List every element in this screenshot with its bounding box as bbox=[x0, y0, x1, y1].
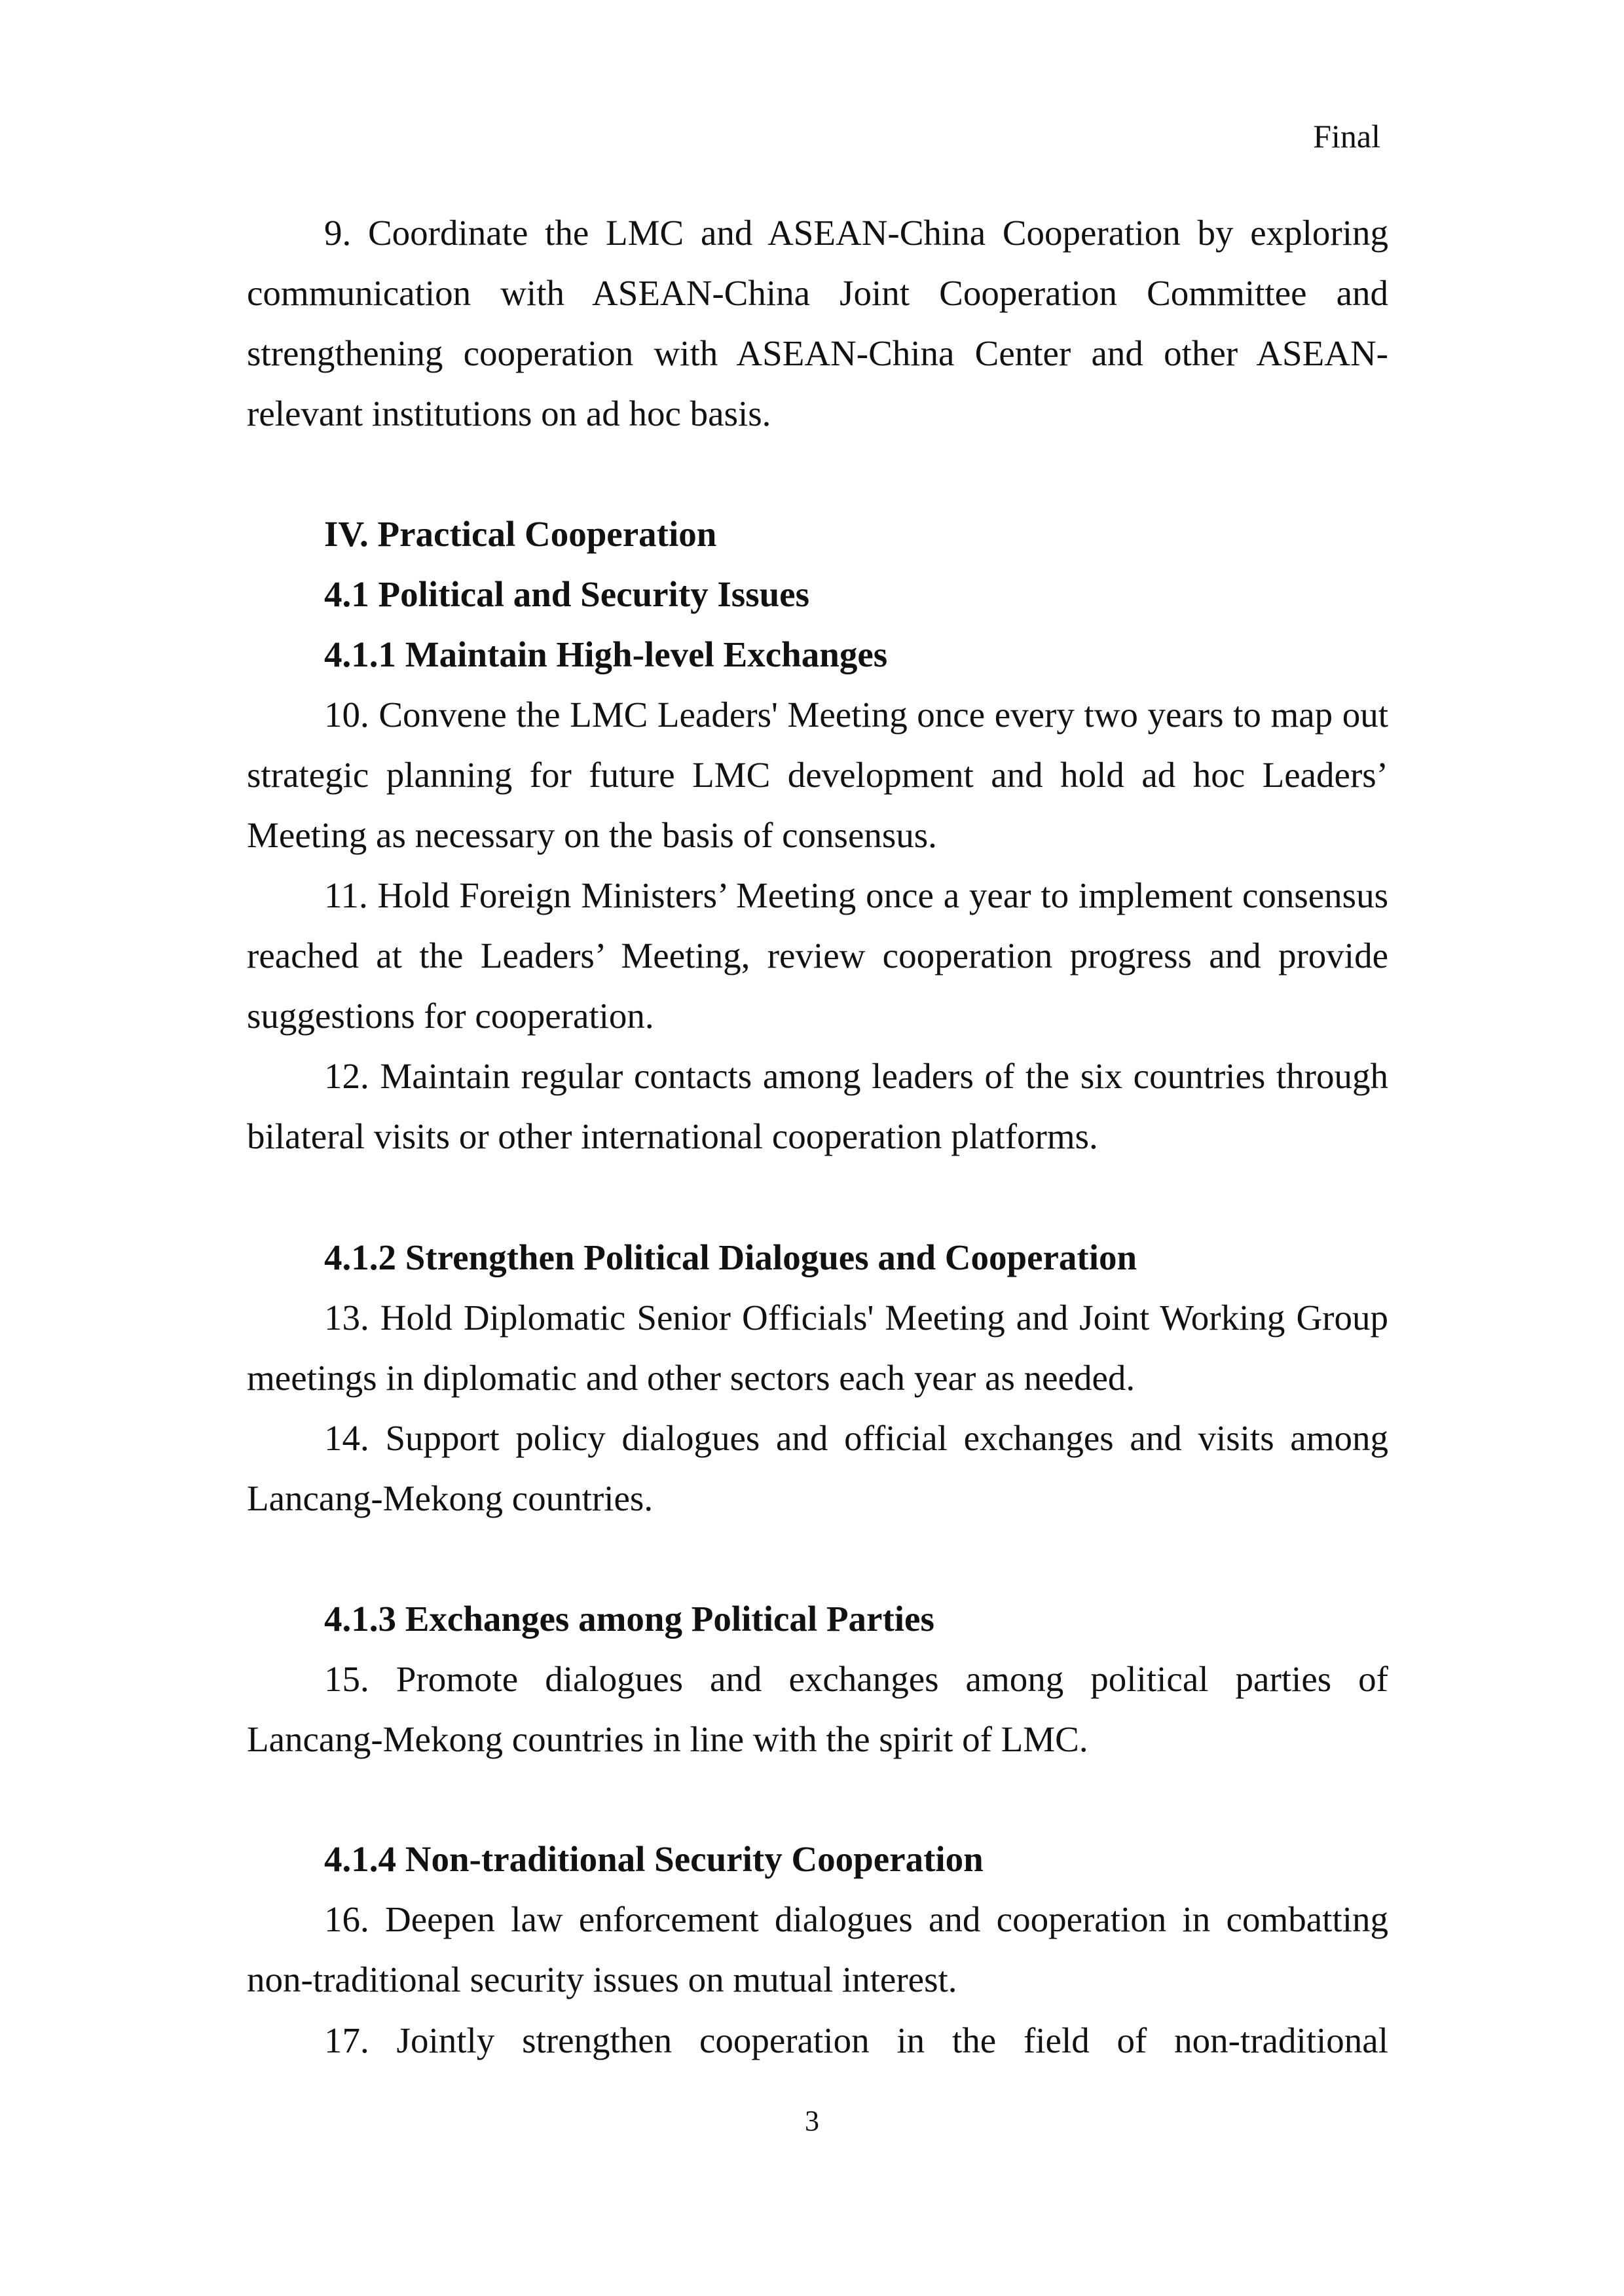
subsection-heading-4-1: 4.1 Political and Security Issues bbox=[324, 574, 809, 614]
draft-status-label: Final bbox=[1313, 118, 1380, 155]
paragraph-17: 17. Jointly strengthen cooperation in the field of non-traditional bbox=[324, 2020, 1388, 2060]
paragraph-14: 14. Support policy dialogues and official exchanges and visits among Lancang-Mekong countries. bbox=[247, 1418, 1388, 1518]
paragraph-11: 11. Hold Foreign Ministers’ Meeting once a year to implement consensus reached at the Leaders’ Meeting, review cooperation progress and provide suggestions for cooperation. bbox=[247, 875, 1388, 1036]
paragraph-15: 15. Promote dialogues and exchanges among political parties of Lancang-Mekong countries in line with the spirit of LMC. bbox=[247, 1659, 1388, 1759]
subsection-heading-4-1-1: 4.1.1 Maintain High-level Exchanges bbox=[324, 634, 888, 674]
subsection-heading-4-1-2: 4.1.2 Strengthen Political Dialogues and Cooperation bbox=[324, 1237, 1137, 1277]
paragraph-13: 13. Hold Diplomatic Senior Officials' Meeting and Joint Working Group meetings in diplomatic and other sectors each year as needed. bbox=[247, 1298, 1388, 1398]
section-heading-iv: IV. Practical Cooperation bbox=[324, 514, 717, 554]
page-number: 3 bbox=[805, 2105, 819, 2137]
paragraph-10: 10. Convene the LMC Leaders' Meeting once every two years to map out strategic planning for future LMC development and hold ad hoc Leaders’ Meeting as necessary on the basis of consensus. bbox=[247, 695, 1388, 855]
subsection-heading-4-1-4: 4.1.4 Non-traditional Security Cooperation bbox=[324, 1839, 984, 1879]
paragraph-12: 12. Maintain regular contacts among leaders of the six countries through bilateral visits or other international cooperation platforms. bbox=[247, 1056, 1388, 1156]
paragraph-9: 9. Coordinate the LMC and ASEAN-China Cooperation by exploring communication with ASEAN-China Joint Cooperation Committee and strengthening cooperation with ASEAN-China Center and other ASEAN-relevant institutions on ad hoc basis. bbox=[247, 213, 1388, 433]
paragraph-16: 16. Deepen law enforcement dialogues and cooperation in combatting non-traditional security issues on mutual interest. bbox=[247, 1899, 1388, 1999]
subsection-heading-4-1-3: 4.1.3 Exchanges among Political Parties bbox=[324, 1599, 934, 1639]
